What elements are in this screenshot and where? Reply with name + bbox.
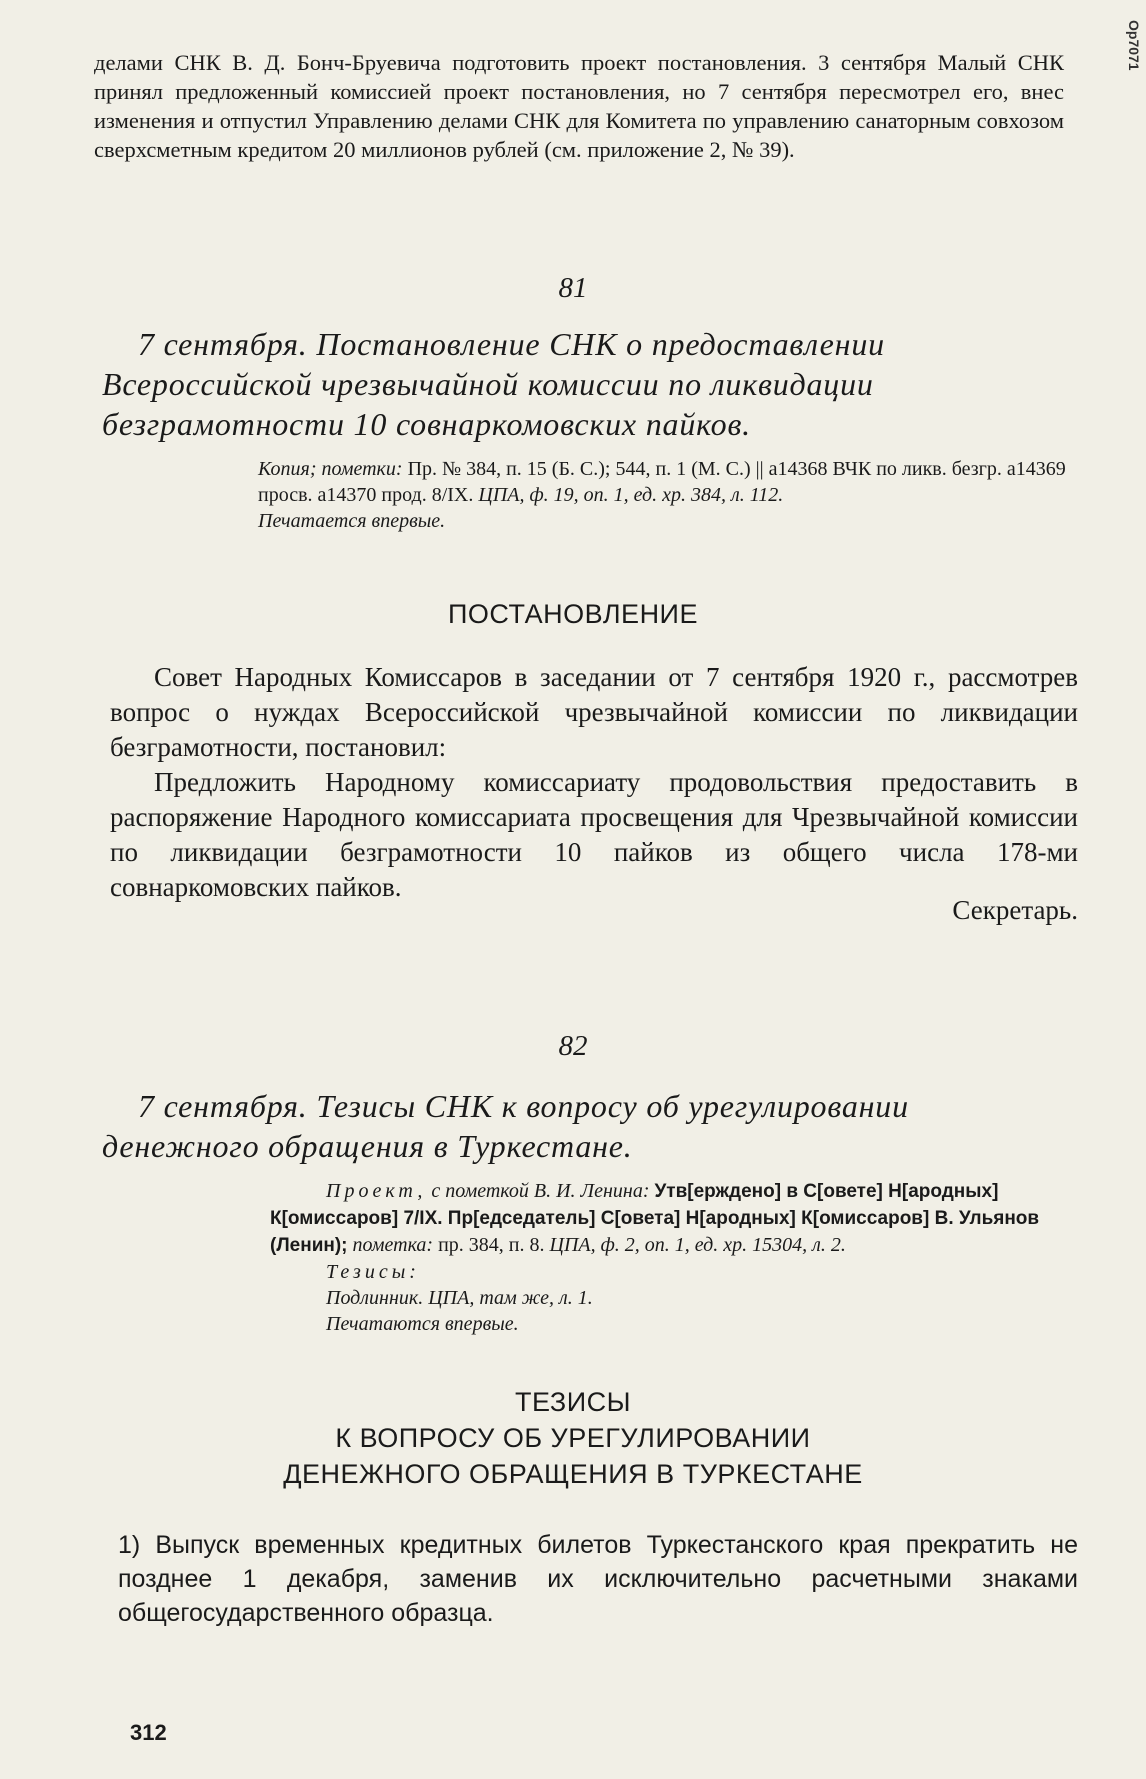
document-number: 82 — [558, 1030, 588, 1062]
approval-note: Утв[ерждено] в С[овете] Н[ародных] К[омиссаров] 7/IX. Пр[едседатель] С[овета] Н[ародных] К[омиссаров] В. Ульянов (Ленин); — [270, 1181, 1040, 1256]
margin-stamp: Op7071 — [1126, 20, 1142, 71]
resolution-body — [110, 660, 1078, 905]
heading-line: ДЕНЕЖНОГО ОБРАЩЕНИЯ В ТУРКЕСТАНЕ — [283, 1459, 863, 1489]
note-label: с пометкой В. И. Ленина: — [431, 1180, 650, 1202]
resolution-paragraph: Совет Народных Комиссаров в заседании от 7 сентября 1920 г., рассмотрев вопрос о нуждах Всероссийской чрезвычайной комиссии по ликвидации безграмотности, постановил: — [110, 662, 1078, 762]
title-date: 7 сентября. — [138, 1088, 308, 1124]
document-title — [102, 324, 1070, 444]
source-label: Копия; пометки: — [258, 458, 403, 480]
thesis-item: 1) Выпуск временных кредитных билетов Туркестанского края прекратить не позднее 1 декабря, заменив их исключительно расчетными знаками общегосударственного образца. — [118, 1531, 1078, 1627]
title-text: Тезисы СНК к вопросу об урегулировании денежного обращения в Туркестане. — [102, 1088, 909, 1164]
document-title — [102, 1086, 1070, 1166]
document-number: 81 — [558, 272, 588, 304]
mark-label: пометка: — [352, 1234, 434, 1256]
source-notes — [270, 1178, 1070, 1337]
title-date: 7 сентября. — [138, 326, 308, 362]
source-text: Пр. № 384, п. 15 (Б. С.); 544, п. 1 (М. С.) || а14368 ВЧК по ликв. безгр. а14369 просв. а14370 прод. 8/IX. — [258, 458, 1066, 506]
print-note: Печатается впервые. — [258, 510, 446, 532]
mark-text: пр. 384, п. 8. — [438, 1234, 545, 1256]
section-heading: ПОСТАНОВЛЕНИЕ — [448, 599, 698, 629]
original-note: Подлинник. ЦПА, там же, л. 1. — [326, 1287, 593, 1309]
archive-ref: ЦПА, ф. 19, оп. 1, ед. хр. 384, л. 112. — [478, 484, 784, 506]
title-text: Постановление СНК о предоставлении Всероссийской чрезвычайной комиссии по ликвидации безграмотности 10 совнаркомовских пайков. — [102, 326, 885, 442]
print-note: Печатаются впервые. — [326, 1313, 519, 1335]
theses-heading — [0, 1384, 1146, 1492]
heading-line: ТЕЗИСЫ — [514, 1387, 632, 1417]
signature: Секретарь. — [952, 895, 1078, 925]
project-label: Проект, — [326, 1180, 427, 1202]
source-notes — [258, 456, 1070, 534]
archive-ref: ЦПА, ф. 2, оп. 1, ед. хр. 15304, л. 2. — [549, 1234, 846, 1256]
page-number: 312 — [130, 1720, 167, 1745]
resolution-paragraph: Предложить Народному комиссариату продовольствия предоставить в распоряжение Народного комиссариата просвещения для Чрезвычайной комиссии по ликвидации безграмотности 10 пайков из общего числа 178-ми совнаркомовских пайков. — [110, 767, 1078, 902]
intro-paragraph: делами СНК В. Д. Бонч-Бруевича подготовить проект постановления. 3 сентября Малый СНК принял предложенный комиссией проект постановления, но 7 сентября пересмотрел его, внес изменения и отпустил Управлению делами СНК для Комитета по управлению санаторным совхозом сверхсметным кредитом 20 миллионов рублей (см. приложение 2, № 39). — [94, 50, 1064, 162]
heading-line: К ВОПРОСУ ОБ УРЕГУЛИРОВАНИИ — [335, 1423, 811, 1453]
theses-label: Тезисы: — [326, 1261, 420, 1283]
